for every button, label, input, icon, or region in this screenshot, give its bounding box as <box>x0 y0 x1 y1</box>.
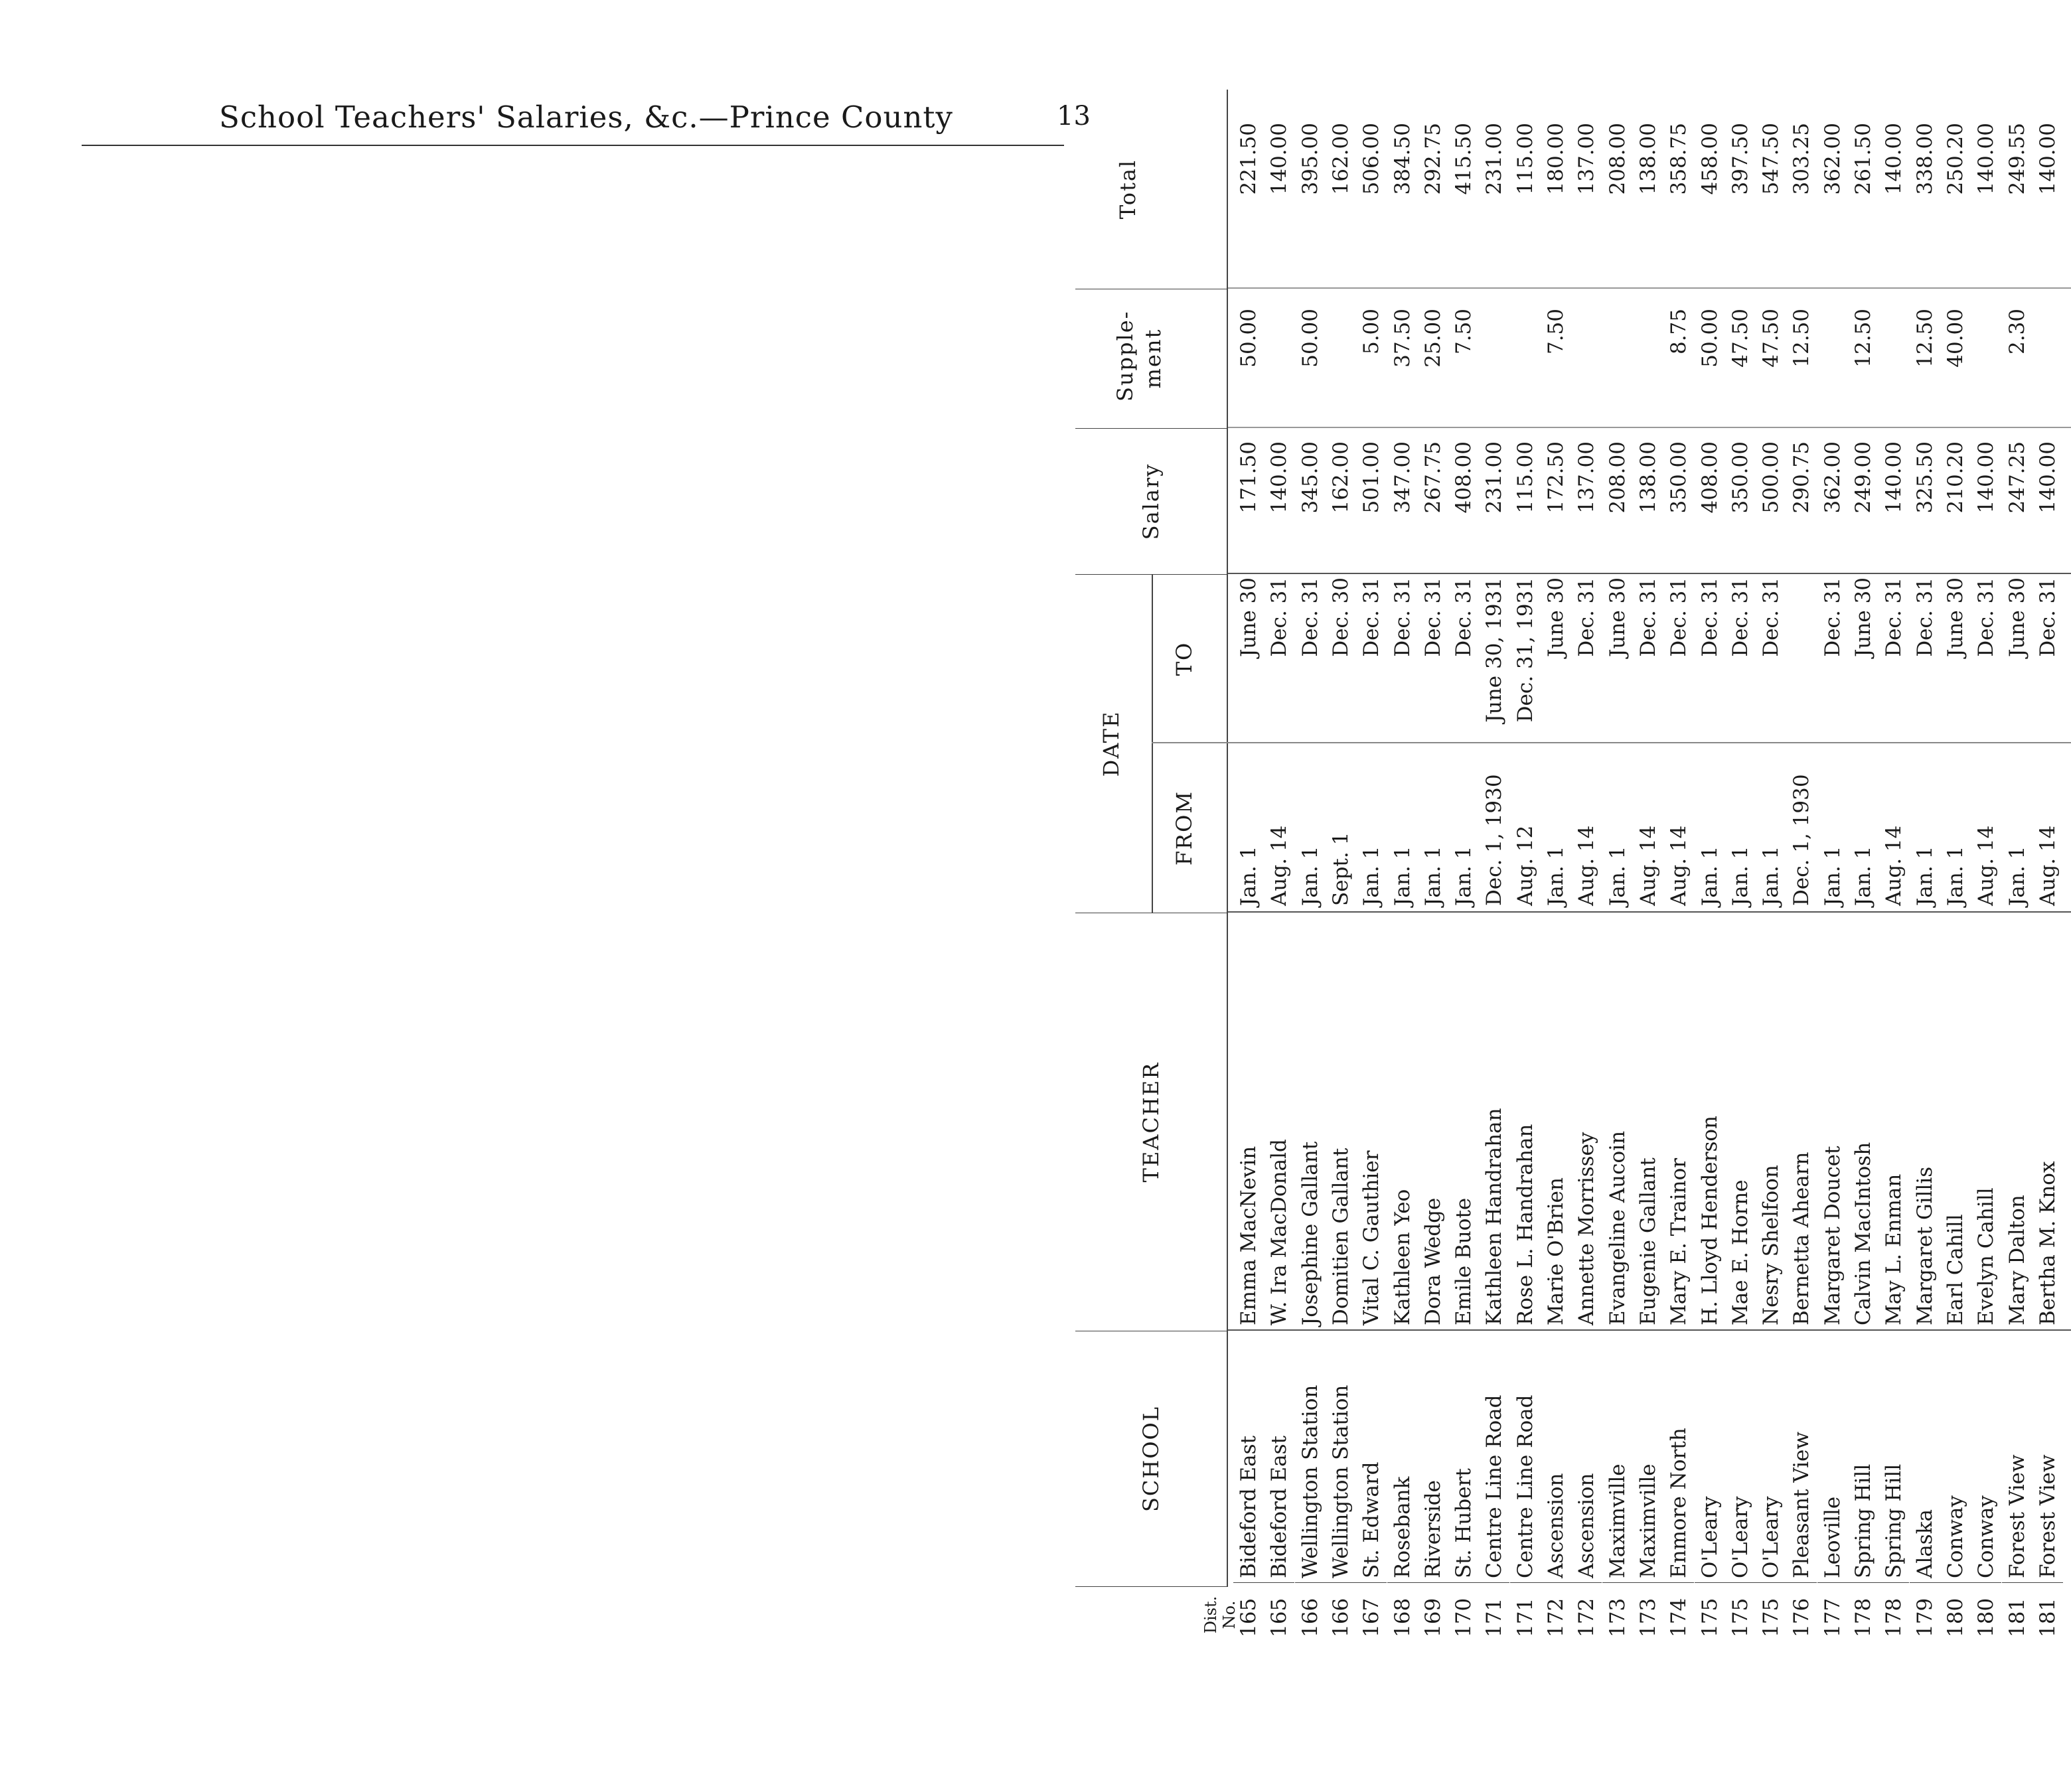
dist-cell: 175 <box>1759 1598 1784 1637</box>
teacher-cell: Eugenie Gallant <box>1636 1157 1660 1325</box>
dist-cell: 178 <box>1882 1598 1906 1637</box>
from-date-cell: Sept. 1 <box>1328 832 1353 906</box>
total-cell: 115.00 <box>1513 123 1537 195</box>
table-row <box>1602 90 1633 1643</box>
salary-cell: 140.00 <box>1267 441 1292 514</box>
total-cell: 395.00 <box>1298 123 1322 195</box>
supplement-cell: 12.50 <box>1912 309 1937 368</box>
salary-cell: 140.00 <box>2035 441 2060 514</box>
dist-cell: 181 <box>2005 1598 2029 1637</box>
dist-cell: 171 <box>1513 1598 1537 1637</box>
table-row <box>1295 90 1326 1643</box>
school-cell: Alaska <box>1910 1333 1940 1583</box>
school-cell: Maximville <box>1633 1333 1663 1583</box>
from-date-cell: Jan. 1 <box>1697 846 1722 906</box>
total-cell: 250.20 <box>1943 123 1967 195</box>
date-subheader-rule <box>1152 574 1153 913</box>
dist-cell: 173 <box>1636 1598 1660 1637</box>
school-cell: Forest View <box>2033 1333 2063 1583</box>
teacher-cell: Bertha M. Knox <box>2035 1161 2060 1325</box>
total-cell: 180.00 <box>1544 123 1568 195</box>
from-date-cell: Aug. 14 <box>1974 825 1999 906</box>
to-date-cell: Dec. 31 <box>2035 577 2060 657</box>
teacher-cell: Calvin MacIntosh <box>1851 1142 1875 1325</box>
from-date-cell: Jan. 1 <box>1452 846 1476 906</box>
salary-cell: 140.00 <box>1974 441 1999 514</box>
salary-cell: 171.50 <box>1237 441 1261 514</box>
to-date-cell: Dec. 31 <box>1574 577 1599 657</box>
teacher-cell: Emile Buote <box>1452 1197 1476 1325</box>
to-date-cell: June 30 <box>1943 577 1967 658</box>
to-date-cell: Dec. 31 <box>1728 577 1752 657</box>
from-date-cell: Aug. 14 <box>1667 825 1691 906</box>
teacher-cell: Emma MacNevin <box>1237 1146 1261 1325</box>
to-date-cell: Dec. 31 <box>1667 577 1691 657</box>
school-cell: Centre Line Road <box>1479 1333 1509 1583</box>
school-cell: Spring Hill <box>1879 1333 1909 1583</box>
dist-cell: 168 <box>1390 1598 1415 1637</box>
col-header-salary: Salary <box>1075 428 1228 574</box>
teacher-cell: Evangeline Aucoin <box>1605 1130 1630 1325</box>
col-header-school: SCHOOL <box>1075 1331 1228 1586</box>
salary-table <box>1075 90 2071 1643</box>
total-cell: 362.00 <box>1820 123 1845 195</box>
dist-cell: 170 <box>1452 1598 1476 1637</box>
teacher-cell: Domitien Gallant <box>1328 1148 1353 1325</box>
from-date-cell: Jan. 1 <box>1359 846 1384 906</box>
table-row <box>2033 90 2063 1643</box>
supplement-cell: 8.75 <box>1667 309 1691 355</box>
from-date-cell: Jan. 1 <box>1298 846 1322 906</box>
from-date-cell: Jan. 1 <box>1544 846 1568 906</box>
total-cell: 458.00 <box>1697 123 1722 195</box>
school-cell: Spring Hill <box>1848 1333 1879 1583</box>
from-date-cell: Aug. 14 <box>1882 825 1906 906</box>
total-cell: 303.25 <box>1790 123 1814 195</box>
teacher-cell: Dora Wedge <box>1420 1197 1445 1325</box>
school-cell: Conway <box>1940 1333 1971 1583</box>
col-header-total: Total <box>1075 90 1228 289</box>
to-date-cell: Dec. 31 <box>1452 577 1476 657</box>
dist-cell: 175 <box>1697 1598 1722 1637</box>
supplement-cell: 47.50 <box>1759 309 1784 368</box>
dist-cell: 173 <box>1605 1598 1630 1637</box>
salary-cell: 208.00 <box>1605 441 1630 514</box>
to-date-cell: Dec. 31 <box>1359 577 1384 657</box>
total-cell: 261.50 <box>1851 123 1875 195</box>
dist-cell: 165 <box>1237 1598 1261 1637</box>
dist-cell: 179 <box>1912 1598 1937 1637</box>
col-header-dist: Dist. No. <box>1075 1586 1228 1643</box>
table-row <box>1695 90 1725 1643</box>
school-cell: Wellington Station <box>1326 1333 1356 1583</box>
dist-cell: 172 <box>1544 1598 1568 1637</box>
table-row <box>1510 90 1541 1643</box>
to-date-cell: June 30 <box>1544 577 1568 658</box>
dist-cell: 166 <box>1298 1598 1322 1637</box>
to-date-cell: Dec. 31 <box>1420 577 1445 657</box>
school-cell: Rosebank <box>1387 1333 1418 1583</box>
from-date-cell: Jan. 1 <box>2005 846 2029 906</box>
teacher-cell: Mary E. Trainor <box>1667 1157 1691 1325</box>
total-cell: 547.50 <box>1759 123 1784 195</box>
page-title: School Teachers' Salaries, &c.—Prince County <box>219 100 953 135</box>
school-cell: Leoville <box>1817 1333 1848 1583</box>
salary-cell: 501.00 <box>1359 441 1384 514</box>
to-date-cell: Dec. 31 <box>1636 577 1660 657</box>
table-row <box>1879 90 1909 1643</box>
school-cell: St. Hubert <box>1448 1333 1479 1583</box>
table-row <box>1356 90 1387 1643</box>
dist-cell: 167 <box>1359 1598 1384 1637</box>
total-cell: 397.50 <box>1728 123 1752 195</box>
table-row <box>1479 90 1509 1643</box>
to-date-cell: June 30 <box>1237 577 1261 658</box>
from-date-cell: Dec. 1, 1930 <box>1482 774 1507 906</box>
salary-cell: 345.00 <box>1298 441 1322 514</box>
school-cell: Pleasant View <box>1786 1333 1817 1583</box>
to-date-cell: Dec. 31 <box>1882 577 1906 657</box>
supplement-cell: 50.00 <box>1237 309 1261 368</box>
supplement-cell: 5.00 <box>1359 309 1384 355</box>
table-row <box>1786 90 1817 1643</box>
salary-cell: 500.00 <box>1759 441 1784 514</box>
dist-cell: 172 <box>1574 1598 1599 1637</box>
school-cell: Bideford East <box>1264 1333 1294 1583</box>
supplement-cell: 47.50 <box>1728 309 1752 368</box>
school-cell: Enmore North <box>1663 1333 1694 1583</box>
from-date-cell: Jan. 1 <box>1605 846 1630 906</box>
from-date-cell: Jan. 1 <box>1943 846 1967 906</box>
school-cell: Bideford East <box>1233 1333 1264 1583</box>
salary-cell: 162.00 <box>1328 441 1353 514</box>
to-date-cell: Dec. 31 <box>1912 577 1937 657</box>
to-date-cell: June 30 <box>1605 577 1630 658</box>
teacher-cell: Margaret Doucet <box>1820 1146 1845 1325</box>
table-row <box>1817 90 1848 1643</box>
salary-cell: 408.00 <box>1697 441 1722 514</box>
total-cell: 249.55 <box>2005 123 2029 195</box>
school-cell: Riverside <box>1418 1333 1448 1583</box>
teacher-cell: H. Lloyd Henderson <box>1697 1115 1722 1325</box>
table-row <box>1571 90 1602 1643</box>
table-row <box>1264 90 1294 1643</box>
total-cell: 338.00 <box>1912 123 1937 195</box>
salary-cell: 347.00 <box>1390 441 1415 514</box>
to-date-cell: June 30, 1931 <box>1482 577 1507 723</box>
from-date-cell: Jan. 1 <box>1912 846 1937 906</box>
table-row <box>1387 90 1418 1643</box>
col-header-to: TO <box>1172 641 1197 676</box>
total-cell: 292.75 <box>1420 123 1445 195</box>
from-date-cell: Jan. 1 <box>1851 846 1875 906</box>
dist-cell: 180 <box>1943 1598 1967 1637</box>
teacher-cell: May L. Enman <box>1882 1173 1906 1325</box>
total-cell: 358.75 <box>1667 123 1691 195</box>
salary-cell: 140.00 <box>1882 441 1906 514</box>
table-row <box>1910 90 1940 1643</box>
school-cell: Conway <box>1971 1333 2001 1583</box>
supplement-cell: 25.00 <box>1420 309 1445 368</box>
dist-cell: 165 <box>1267 1598 1292 1637</box>
dist-cell: 169 <box>1420 1598 1445 1637</box>
dist-cell: 176 <box>1790 1598 1814 1637</box>
salary-cell: 408.00 <box>1452 441 1476 514</box>
school-cell: Forest View <box>2002 1333 2033 1583</box>
table-row <box>1756 90 1786 1643</box>
teacher-cell: Josephine Gallant <box>1298 1141 1322 1325</box>
to-date-cell: June 30 <box>2005 577 2029 658</box>
table-row <box>1418 90 1448 1643</box>
teacher-cell: Evelyn Cahill <box>1974 1187 1999 1325</box>
supplement-cell: 37.50 <box>1390 309 1415 368</box>
from-date-cell: Jan. 1 <box>1237 846 1261 906</box>
table-row <box>1233 90 1264 1643</box>
total-cell: 384.50 <box>1390 123 1415 195</box>
total-cell: 140.00 <box>1974 123 1999 195</box>
total-cell: 162.00 <box>1328 123 1353 195</box>
total-cell: 140.00 <box>2035 123 2060 195</box>
salary-cell: 267.75 <box>1420 441 1445 514</box>
table-row <box>1725 90 1756 1643</box>
school-cell: O'Leary <box>1725 1333 1756 1583</box>
total-cell: 208.00 <box>1605 123 1630 195</box>
teacher-cell: Mae E. Horne <box>1728 1179 1752 1325</box>
teacher-cell: W. Ira MacDonald <box>1267 1139 1292 1325</box>
teacher-cell: Kathleen Handrahan <box>1482 1108 1507 1325</box>
total-cell: 138.00 <box>1636 123 1660 195</box>
to-date-cell: Dec. 31 <box>1267 577 1292 657</box>
salary-cell: 115.00 <box>1513 441 1537 514</box>
dist-cell: 166 <box>1328 1598 1353 1637</box>
table-row <box>1848 90 1879 1643</box>
teacher-cell: Nesry Shelfoon <box>1759 1165 1784 1325</box>
to-date-cell: June 30 <box>1851 577 1875 658</box>
teacher-cell: Margaret Gillis <box>1912 1166 1937 1325</box>
salary-cell: 249.00 <box>1851 441 1875 514</box>
total-cell: 140.00 <box>1882 123 1906 195</box>
table-row <box>1448 90 1479 1643</box>
salary-cell: 172.50 <box>1544 441 1568 514</box>
total-cell: 137.00 <box>1574 123 1599 195</box>
table-row <box>1326 90 1356 1643</box>
from-date-cell: Jan. 1 <box>1759 846 1784 906</box>
from-date-cell: Jan. 1 <box>1420 846 1445 906</box>
supplement-cell: 7.50 <box>1544 309 1568 355</box>
teacher-cell: Mary Dalton <box>2005 1195 2029 1325</box>
school-cell: Ascension <box>1571 1333 1602 1583</box>
from-date-cell: Aug. 12 <box>1513 825 1537 906</box>
from-date-cell: Dec. 1, 1930 <box>1790 774 1814 906</box>
from-date-cell: Aug. 14 <box>1267 825 1292 906</box>
to-date-cell: Dec. 31, 1931 <box>1513 577 1537 723</box>
total-cell: 140.00 <box>1267 123 1292 195</box>
col-header-date: DATE <box>1075 574 1228 913</box>
dist-cell: 174 <box>1667 1598 1691 1637</box>
dist-cell: 175 <box>1728 1598 1752 1637</box>
school-cell: Maximville <box>1602 1333 1633 1583</box>
salary-cell: 138.00 <box>1636 441 1660 514</box>
header-rule <box>82 145 1064 146</box>
from-date-cell: Jan. 1 <box>1728 846 1752 906</box>
salary-cell: 247.25 <box>2005 441 2029 514</box>
school-cell: Ascension <box>1541 1333 1571 1583</box>
page-number: 13 <box>1057 101 1091 131</box>
salary-cell: 210.20 <box>1943 441 1967 514</box>
teacher-cell: Marie O'Brien <box>1544 1177 1568 1325</box>
table-row <box>1971 90 2001 1643</box>
salary-cell: 362.00 <box>1820 441 1845 514</box>
teacher-cell: Rose L. Handrahan <box>1513 1124 1537 1325</box>
col-header-teacher: TEACHER <box>1075 913 1228 1331</box>
salary-cell: 350.00 <box>1667 441 1691 514</box>
supplement-cell: 40.00 <box>1943 309 1967 368</box>
to-date-cell: Dec. 31 <box>1390 577 1415 657</box>
supplement-cell: 12.50 <box>1851 309 1875 368</box>
dist-cell: 181 <box>2035 1598 2060 1637</box>
running-head <box>0 0 1110 153</box>
table-row <box>1541 90 1571 1643</box>
salary-cell: 137.00 <box>1574 441 1599 514</box>
from-date-cell: Aug. 14 <box>1574 825 1599 906</box>
dist-cell: 180 <box>1974 1598 1999 1637</box>
salary-cell: 325.50 <box>1912 441 1937 514</box>
dist-cell: 171 <box>1482 1598 1507 1637</box>
from-date-cell: Aug. 14 <box>1636 825 1660 906</box>
total-cell: 231.00 <box>1482 123 1507 195</box>
from-date-cell: Jan. 1 <box>1390 846 1415 906</box>
school-cell: Centre Line Road <box>1510 1333 1541 1583</box>
total-cell: 415.50 <box>1452 123 1476 195</box>
supplement-cell: 12.50 <box>1790 309 1814 368</box>
to-date-cell: Dec. 31 <box>1759 577 1784 657</box>
teacher-cell: Bernetta Ahearn <box>1790 1152 1814 1325</box>
total-cell: 221.50 <box>1237 123 1261 195</box>
teacher-cell: Annette Morrissey <box>1574 1132 1599 1325</box>
salary-cell: 290.75 <box>1790 441 1814 514</box>
supplement-cell: 50.00 <box>1298 309 1322 368</box>
salary-cell: 231.00 <box>1482 441 1507 514</box>
to-date-cell: Dec. 31 <box>1974 577 1999 657</box>
table-row <box>1633 90 1663 1643</box>
dist-cell: 178 <box>1851 1598 1875 1637</box>
table-row <box>1663 90 1694 1643</box>
teacher-cell: Vital C. Gauthier <box>1359 1150 1384 1325</box>
school-cell: St. Edward <box>1356 1333 1387 1583</box>
to-date-cell: Dec. 31 <box>1820 577 1845 657</box>
to-date-cell: Dec. 31 <box>1697 577 1722 657</box>
school-cell: Wellington Station <box>1295 1333 1326 1583</box>
school-cell: O'Leary <box>1756 1333 1786 1583</box>
total-cell: 506.00 <box>1359 123 1384 195</box>
school-cell: O'Leary <box>1695 1333 1725 1583</box>
to-date-cell: Dec. 30 <box>1328 577 1353 657</box>
supplement-cell: 2.30 <box>2005 309 2029 355</box>
col-header-supplement: Supple- ment <box>1075 289 1228 428</box>
teacher-cell: Earl Cahill <box>1943 1214 1967 1325</box>
from-date-cell: Jan. 1 <box>1820 846 1845 906</box>
salary-cell: 350.00 <box>1728 441 1752 514</box>
teacher-cell: Kathleen Yeo <box>1390 1189 1415 1325</box>
table-row <box>1940 90 1971 1643</box>
to-date-cell: Dec. 31 <box>1298 577 1322 657</box>
table-row <box>2002 90 2033 1643</box>
from-date-cell: Aug. 14 <box>2035 825 2060 906</box>
supplement-cell: 50.00 <box>1697 309 1722 368</box>
dist-cell: 177 <box>1820 1598 1845 1637</box>
supplement-cell: 7.50 <box>1452 309 1476 355</box>
col-header-from: FROM <box>1172 790 1197 866</box>
